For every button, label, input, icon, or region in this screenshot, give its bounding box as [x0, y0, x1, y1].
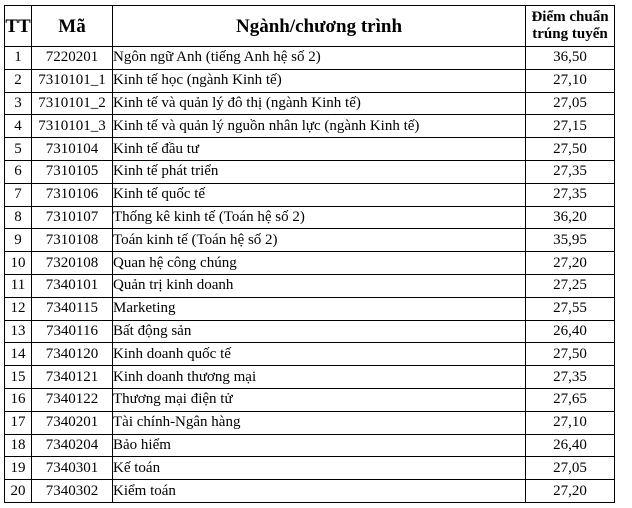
program-name: Kinh tế và quản lý nguồn nhân lực (ngành Kinh tế)	[113, 115, 526, 138]
table-row	[5, 138, 615, 161]
row-number: 1	[5, 47, 32, 70]
header-score-line1: Điểm chuẩn	[531, 8, 609, 25]
program-code: 7340201	[32, 411, 113, 434]
cutoff-score: 27,35	[526, 366, 615, 389]
header-code: Mã	[32, 6, 113, 47]
program-code: 7310106	[32, 183, 113, 206]
program-code: 7340121	[32, 366, 113, 389]
header-program: Ngành/chương trình	[113, 6, 526, 47]
table-row	[5, 229, 615, 252]
cutoff-score: 27,25	[526, 274, 615, 297]
header-row	[5, 6, 615, 47]
program-code: 7310108	[32, 229, 113, 252]
table-row	[5, 115, 615, 138]
program-name: Kiểm toán	[113, 480, 526, 503]
row-number: 6	[5, 160, 32, 183]
program-name: Kinh tế đầu tư	[113, 138, 526, 161]
table-row	[5, 183, 615, 206]
cutoff-score: 27,05	[526, 92, 615, 115]
program-code: 7340116	[32, 320, 113, 343]
cutoff-score: 27,15	[526, 115, 615, 138]
table-row	[5, 206, 615, 229]
program-code: 7340115	[32, 297, 113, 320]
row-number: 8	[5, 206, 32, 229]
row-number: 15	[5, 366, 32, 389]
program-name: Thương mại điện tử	[113, 388, 526, 411]
cutoff-score: 27,20	[526, 252, 615, 275]
cutoff-score: 27,55	[526, 297, 615, 320]
table-row	[5, 343, 615, 366]
row-number: 10	[5, 252, 32, 275]
program-code: 7340302	[32, 480, 113, 503]
program-name: Kinh doanh quốc tế	[113, 343, 526, 366]
cutoff-score: 27,10	[526, 69, 615, 92]
program-code: 7310101_2	[32, 92, 113, 115]
header-score	[526, 6, 615, 47]
program-name: Toán kinh tế (Toán hệ số 2)	[113, 229, 526, 252]
program-name: Quan hệ công chúng	[113, 252, 526, 275]
table-row	[5, 434, 615, 457]
table-row	[5, 252, 615, 275]
table-row	[5, 388, 615, 411]
row-number: 14	[5, 343, 32, 366]
row-number: 5	[5, 138, 32, 161]
cutoff-score: 26,40	[526, 434, 615, 457]
program-name: Kinh tế học (ngành Kinh tế)	[113, 69, 526, 92]
program-name: Kinh tế và quản lý đô thị (ngành Kinh tế)	[113, 92, 526, 115]
program-code: 7340101	[32, 274, 113, 297]
program-code: 7310104	[32, 138, 113, 161]
program-code: 7310107	[32, 206, 113, 229]
header-score-line2: trúng tuyển	[532, 26, 608, 42]
row-number: 17	[5, 411, 32, 434]
program-name: Tài chính-Ngân hàng	[113, 411, 526, 434]
program-name: Bảo hiểm	[113, 434, 526, 457]
row-number: 19	[5, 457, 32, 480]
program-code: 7310105	[32, 160, 113, 183]
cutoff-score: 27,20	[526, 480, 615, 503]
table-row	[5, 274, 615, 297]
row-number: 20	[5, 480, 32, 503]
program-code: 7310101_1	[32, 69, 113, 92]
table-row	[5, 160, 615, 183]
cutoff-score: 35,95	[526, 229, 615, 252]
table-header	[5, 6, 615, 47]
table-row	[5, 92, 615, 115]
row-number: 7	[5, 183, 32, 206]
program-code: 7340120	[32, 343, 113, 366]
table-body	[5, 47, 615, 503]
program-name: Kế toán	[113, 457, 526, 480]
row-number: 11	[5, 274, 32, 297]
program-name: Ngôn ngữ Anh (tiếng Anh hệ số 2)	[113, 47, 526, 70]
table-row	[5, 366, 615, 389]
row-number: 13	[5, 320, 32, 343]
cutoff-score: 27,10	[526, 411, 615, 434]
table-row	[5, 480, 615, 503]
program-name: Marketing	[113, 297, 526, 320]
program-code: 7340301	[32, 457, 113, 480]
table-row	[5, 320, 615, 343]
row-number: 18	[5, 434, 32, 457]
row-number: 4	[5, 115, 32, 138]
table-row	[5, 297, 615, 320]
cutoff-score: 36,20	[526, 206, 615, 229]
program-name: Quản trị kinh doanh	[113, 274, 526, 297]
cutoff-score: 27,50	[526, 343, 615, 366]
cutoff-score: 27,35	[526, 160, 615, 183]
program-name: Bất động sản	[113, 320, 526, 343]
program-code: 7340122	[32, 388, 113, 411]
table-row	[5, 47, 615, 70]
cutoff-score: 26,40	[526, 320, 615, 343]
program-code: 7310101_3	[32, 115, 113, 138]
program-name: Kinh tế quốc tế	[113, 183, 526, 206]
table-row	[5, 457, 615, 480]
cutoff-score: 27,50	[526, 138, 615, 161]
admission-scores-table	[4, 5, 615, 503]
cutoff-score: 27,05	[526, 457, 615, 480]
cutoff-score: 36,50	[526, 47, 615, 70]
program-code: 7220201	[32, 47, 113, 70]
program-name: Kinh doanh thương mại	[113, 366, 526, 389]
row-number: 9	[5, 229, 32, 252]
cutoff-score: 27,65	[526, 388, 615, 411]
program-code: 7340204	[32, 434, 113, 457]
row-number: 16	[5, 388, 32, 411]
program-name: Kinh tế phát triển	[113, 160, 526, 183]
row-number: 12	[5, 297, 32, 320]
program-code: 7320108	[32, 252, 113, 275]
table-row	[5, 411, 615, 434]
row-number: 2	[5, 69, 32, 92]
header-tt: TT	[5, 6, 32, 47]
table-row	[5, 69, 615, 92]
program-name: Thống kê kinh tế (Toán hệ số 2)	[113, 206, 526, 229]
cutoff-score: 27,35	[526, 183, 615, 206]
row-number: 3	[5, 92, 32, 115]
